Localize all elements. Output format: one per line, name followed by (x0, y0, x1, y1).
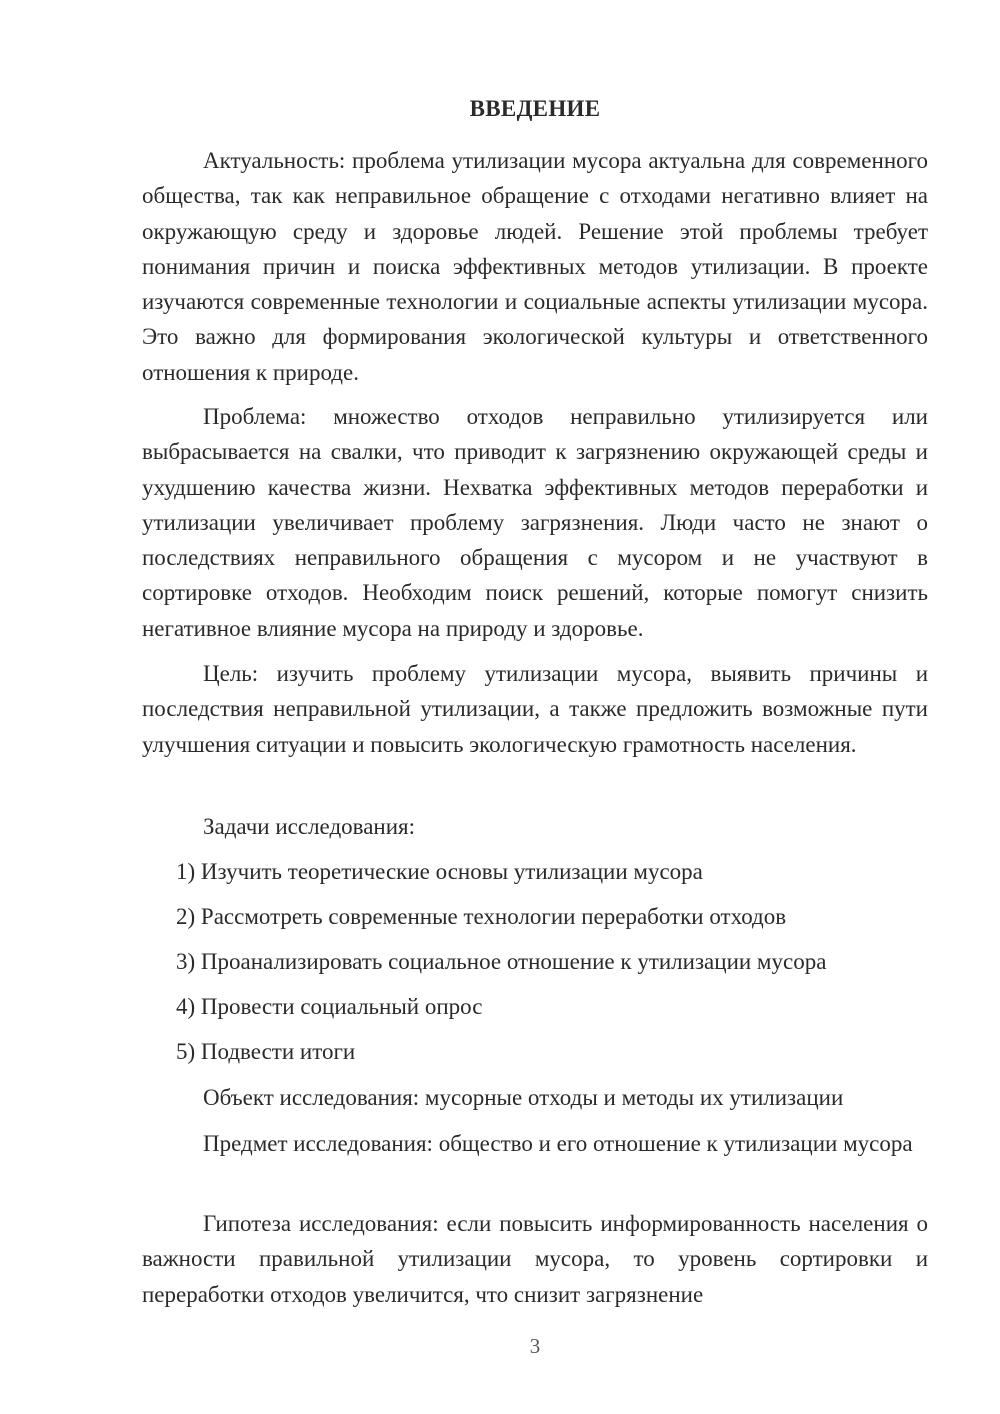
page-title: ВВЕДЕНИЕ (469, 96, 601, 121)
task-item: 3) Проанализировать социальное отношение к утилизации мусора (176, 949, 827, 974)
task-item: 1) Изучить теоретические основы утилизации мусора (176, 859, 703, 884)
paragraph-hypothesis: Гипотеза исследования: если повысить информированность населения о важности правильной утилизации мусора, то уровень сортировки и переработки отходов увеличится, что снизит загрязнение (142, 1211, 928, 1307)
paragraph-relevance: Актуальность: проблема утилизации мусора актуальна для современного общества, так как неправильное обращение с отходами негативно влияет на окружающую среду и здоровье людей. Решение этой проблемы требует понимания причин и поиска эффективных методов утилизации. В проекте изучаются современные технологии и социальные аспекты утилизации мусора. Это важно для формирования экологической культуры и ответственного отношения к природе. (142, 148, 928, 385)
paragraph-problem: Проблема: множество отходов неправильно утилизируется или выбрасывается на свалки, что приводит к загрязнению окружающей среды и ухудшению качества жизни. Нехватка эффективных методов переработки и утилизации увеличивает проблему загрязнения. Люди часто не знают о последствиях неправильного обращения с мусором и не участвуют в сортировке отходов. Необходим поиск решений, которые помогут снизить негативное влияние мусора на природу и здоровье. (142, 404, 928, 641)
task-item: 5) Подвести итоги (176, 1039, 356, 1064)
tasks-heading: Задачи исследования: (203, 814, 416, 839)
task-item: 4) Провести социальный опрос (176, 994, 483, 1019)
page-number: 3 (529, 1334, 541, 1358)
paragraph-subject: Предмет исследования: общество и его отношение к утилизации мусора (203, 1131, 913, 1156)
paragraph-goal: Цель: изучить проблему утилизации мусора, выявить причины и последствия неправильной утилизации, а также предложить возможные пути улучшения ситуации и повысить экологическую грамотность населения. (142, 661, 928, 757)
task-item: 2) Рассмотреть современные технологии переработки отходов (176, 904, 787, 929)
paragraph-object: Объект исследования: мусорные отходы и методы их утилизации (203, 1085, 844, 1110)
